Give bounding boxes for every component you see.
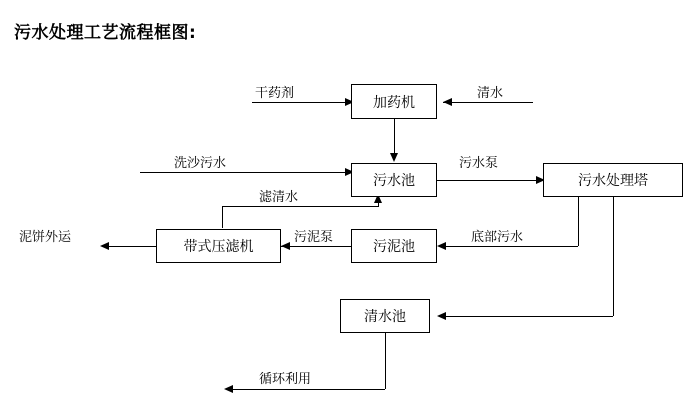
flow-line-tower-to-clean-horizontal bbox=[444, 316, 613, 317]
flow-arrow-dosing-to-sewage bbox=[390, 153, 398, 162]
flow-line-bottom-sewage-horizontal bbox=[444, 246, 578, 247]
flow-line-bottom-sewage-vertical bbox=[578, 197, 579, 246]
flow-arrow-sludge-pump bbox=[281, 242, 290, 250]
node-clean-water-pool[interactable]: 清水池 bbox=[340, 299, 430, 333]
flow-line-sand-washing-sewage bbox=[140, 172, 347, 173]
flow-arrow-clear-water-in bbox=[443, 98, 452, 106]
flow-line-mud-cake-outbound bbox=[107, 246, 156, 247]
flow-line-recycle-horizontal bbox=[231, 389, 385, 390]
flow-arrow-mud-cake-outbound bbox=[100, 242, 109, 250]
flow-line-tower-to-clean-vertical bbox=[613, 197, 614, 316]
flow-arrow-recycling-reuse bbox=[224, 385, 233, 393]
page-title: 污水处理工艺流程框图: bbox=[14, 23, 197, 43]
flow-line-dry-agent bbox=[252, 102, 347, 103]
flow-arrow-tower-to-clean bbox=[437, 312, 446, 320]
flow-line-clear-water-in bbox=[443, 102, 533, 103]
flow-line-recycle-vertical bbox=[385, 333, 386, 389]
flow-line-sewage-pump bbox=[437, 180, 542, 181]
flow-line-dosing-to-sewage bbox=[394, 119, 395, 156]
node-sewage-pool[interactable]: 污水池 bbox=[351, 163, 437, 197]
node-dosing-machine[interactable]: 加药机 bbox=[351, 84, 437, 119]
edge-label-dry-agent: 干药剂 bbox=[254, 82, 295, 101]
edge-label-filtrate-clear-water: 滤清水 bbox=[258, 186, 299, 205]
edge-label-sludge-pump: 污泥泵 bbox=[293, 226, 334, 245]
edge-label-recycling-reuse: 循环利用 bbox=[258, 368, 312, 387]
edge-label-sand-washing-sewage: 洗沙污水 bbox=[173, 152, 227, 171]
flow-arrow-bottom-sewage bbox=[437, 242, 446, 250]
flow-line-sludge-pump bbox=[281, 246, 351, 247]
edge-label-sewage-pump: 污水泵 bbox=[458, 152, 499, 171]
node-sewage-treatment-tower[interactable]: 污水处理塔 bbox=[543, 163, 683, 197]
edge-label-bottom-sewage: 底部污水 bbox=[470, 226, 524, 245]
node-belt-filter-press[interactable]: 带式压滤机 bbox=[156, 229, 281, 263]
edge-label-mud-cake-outbound: 泥饼外运 bbox=[18, 226, 72, 245]
node-sludge-pool[interactable]: 污泥池 bbox=[351, 229, 437, 263]
edge-label-clear-water-in: 清水 bbox=[476, 82, 504, 101]
flow-line-filtrate-vertical bbox=[222, 206, 223, 228]
flow-line-filtrate-horizontal bbox=[222, 206, 379, 207]
